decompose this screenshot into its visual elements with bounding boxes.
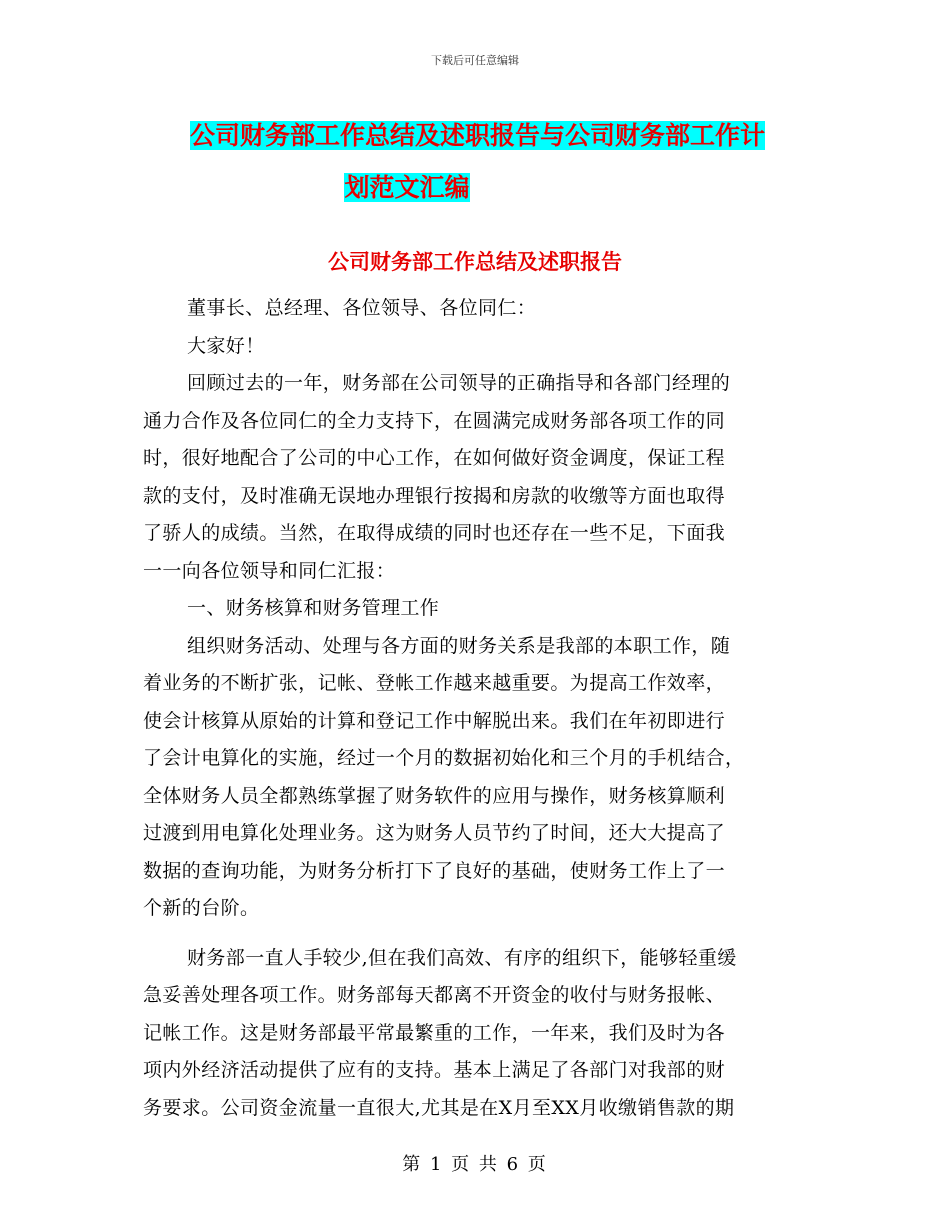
text-line: 了骄人的成绩。当然，在取得成绩的同时也还存在一些不足，下面我 [143, 522, 726, 544]
paragraph-gap [143, 928, 803, 940]
text-line: 过渡到用电算化处理业务。这为财务人员节约了时间，还大大提高了 [143, 822, 726, 844]
page-number: 第 1 页 共 6 页 [402, 1154, 548, 1175]
text-line: 一一向各位领导和同仁汇报： [143, 559, 396, 582]
text-line: 组织财务活动、处理与各方面的财务关系是我部的本职工作，随 [187, 634, 731, 657]
text-line: 时，很好地配合了公司的中心工作，在如何做好资金调度，保证工程 [143, 447, 726, 469]
text-line: 财务部一直人手较少,但在我们高效、有序的组织下，能够轻重缓 [187, 946, 737, 969]
text-line: 款的支付，及时准确无误地办理银行按揭和房款的收缴等方面也取得 [143, 484, 726, 507]
text-line: 回顾过去的一年，财务部在公司领导的正确指导和各部门经理的 [187, 372, 731, 394]
text-line: 一、财务核算和财务管理工作 [187, 597, 440, 619]
body-text [143, 290, 803, 1127]
text-line: 务要求。公司资金流量一直很大,尤其是在X月至XX月收缴销售款的期 [143, 1096, 735, 1119]
text-line: 着业务的不断扩张，记帐、登帐工作越来越重要。为提高工作效率， [143, 672, 726, 694]
document-title [190, 110, 810, 214]
text-line: 大家好！ [187, 334, 265, 357]
text-line: 通力合作及各位同仁的全力支持下，在圆满完成财务部各项工作的同 [143, 409, 726, 432]
text-line: 全体财务人员全都熟练掌握了财务软件的应用与操作，财务核算顺利 [143, 784, 726, 807]
text-line: 数据的查询功能，为财务分析打下了良好的基础，使财务工作上了一 [143, 859, 726, 882]
text-line: 项内外经济活动提供了应有的支持。基本上满足了各部门对我部的财 [143, 1059, 726, 1081]
section-title: 公司财务部工作总结及述职报告 [328, 250, 622, 274]
text-line: 个新的台阶。 [143, 897, 260, 919]
paragraph-group-2 [143, 940, 803, 1128]
header-note: 下载后可任意编辑 [431, 54, 519, 67]
paragraph-group-1 [143, 290, 803, 928]
text-line: 记帐工作。这是财务部最平常最繁重的工作，一年来，我们及时为各 [143, 1021, 726, 1044]
text-line: 了会计电算化的实施，经过一个月的数据初始化和三个月的手机结合， [143, 747, 745, 769]
title-line-1: 公司财务部工作总结及述职报告与公司财务部工作计 [190, 121, 766, 150]
text-line: 使会计核算从原始的计算和登记工作中解脱出来。我们在年初即进行 [143, 709, 726, 732]
title-line-2: 划范文汇编 [344, 173, 470, 202]
text-line: 董事长、总经理、各位领导、各位同仁： [187, 297, 537, 319]
text-line: 急妥善处理各项工作。财务部每天都离不开资金的收付与财务报帐、 [143, 984, 726, 1006]
